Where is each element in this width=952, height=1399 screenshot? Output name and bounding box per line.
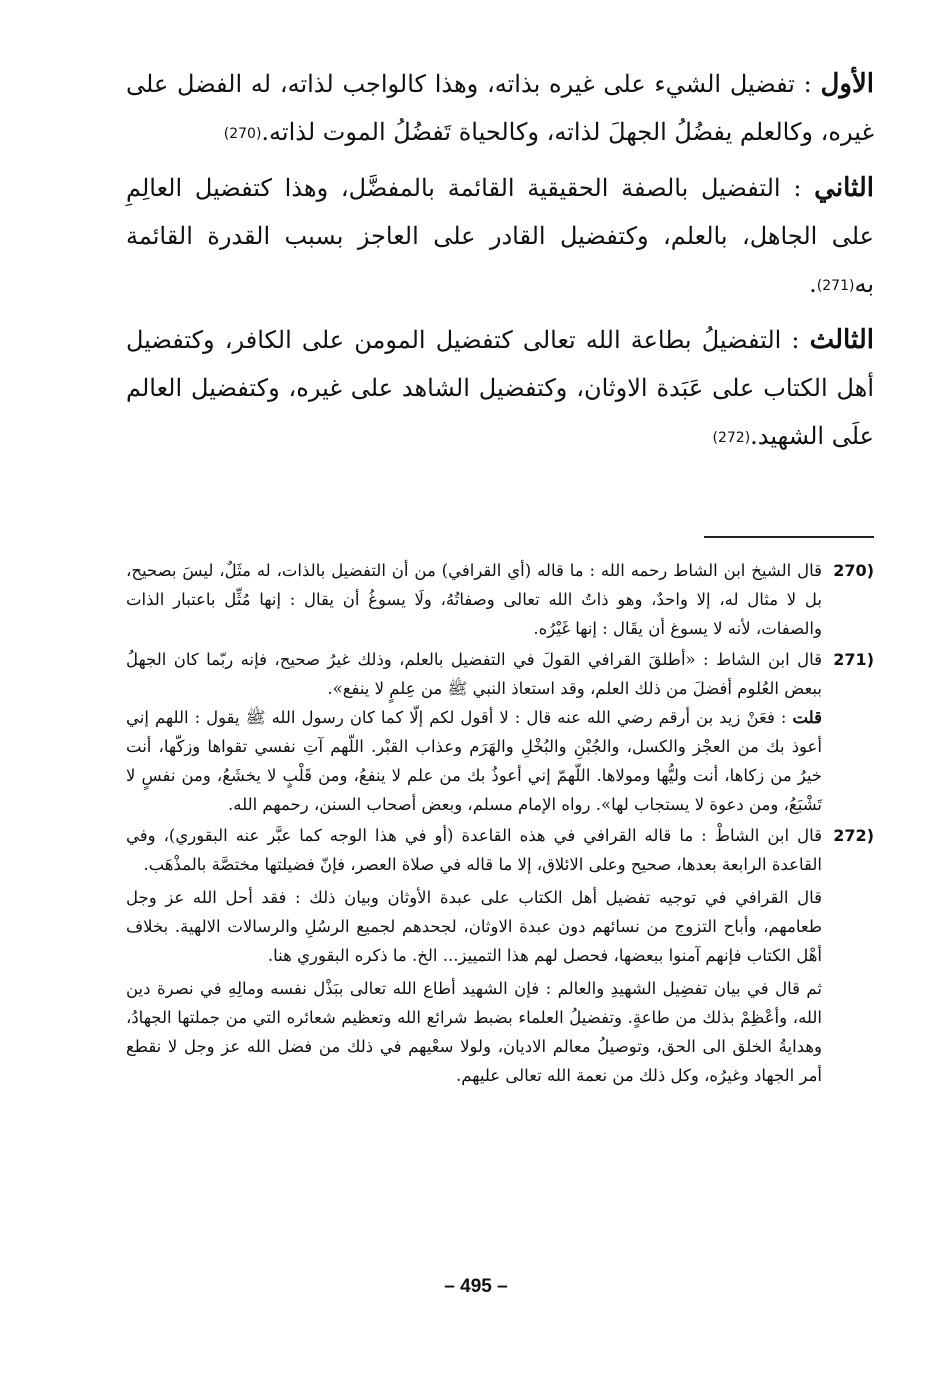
footnotes-section	[126, 556, 874, 1092]
footnote-commentary	[126, 703, 822, 819]
footnote-ref[interactable]: (271)	[816, 278, 855, 294]
main-text	[126, 60, 874, 468]
paragraph-body: : التفضيل بالصفة الحقيقية القائمة بالمفضَّل، وهذا كتفضيل العالِمِ على الجاهل، بالعلم، وكتفضيل القادر على العاجز بسبب القدرة القائمة به	[126, 174, 874, 298]
footnote-paragraph: قال القرافي في توجيه تفضيل أهل الكتاب على عبدة الأوثان وبيان ذلك : فقد أحل الله عز وجل طعامهم، وأباح التزوج من نسائهم دون عبدة الاوثان، لجحدهم لجميع الرسُلِ والرسالات الالهية. بخلاف أهْل الكتاب فإنهم آمنوا ببعضها، فحصل لهم هذا التمييز... الخ. ما ذكره البقوري هنا.	[126, 888, 822, 965]
page-number: – 495 –	[444, 1276, 508, 1297]
footnote-number: (270	[833, 561, 874, 580]
footnote-272	[126, 821, 874, 1090]
footnote-ref[interactable]: (270)	[223, 126, 262, 142]
paragraph-second	[126, 164, 874, 310]
paragraph-body: : التفضيلُ بطاعة الله تعالى كتفضيل المومن على الكافر، وكتفضيل أهل الكتاب على عَبَدة الاوثان، وكتفضيل الشاهد على غيره، وكتفضيل العالم علَى الشهيد.	[126, 326, 874, 450]
commentary-label: قلت	[792, 708, 822, 727]
paragraph-heading: الثاني	[814, 173, 874, 203]
footnote-270	[126, 556, 874, 643]
footnote-271	[126, 645, 874, 819]
footnote-separator	[704, 536, 874, 538]
footnote-text: قال الشيخ ابن الشاط رحمه الله : ما قاله (أي القرافي) من أن التفضيل بالذات، له مثَلٌ، ليسَ بصحيح، بل لا مثال له، إلا واحدٌ، وهو ذاتُ الله تعالى وصفاتُهُ، ولَا يسوغُ أن يقال : إنها مُثِّل باعتبار الذات والصفات، لأنه لا يسوغ أن يقَال : إنها غَيْرُه.	[126, 561, 822, 638]
footnote-paragraph: ثم قال في بيان تفضِيل الشهيدِ والعالم : فإن الشهيد أطاع الله تعالى ببَذْل نفسه ومالِهِ في نصرة دين الله، وأعْظِمْ بذلك من طاعةٍ. وتفضيلُ العلماء بضبط شرائع الله وتعظيم شعائره التي من جملتها الجهادُ، وهدايةُ الخلق الى الحق، وتوصيلُ معالم الاديان، ولولا سعْيهم في ذلك من فضل الله عز وجل لا نقطع أمر الجهاد وغيرُه، وكل ذلك من نعمة الله تعالى عليهم.	[126, 979, 822, 1085]
footnote-text: قال ابن الشاطْ : ما قاله القرافي في هذه القاعدة (أو في هذا الوجه كما عبَّر عنه البقوري)، وفي القاعدة الرابعة بعدها، صحيح وعلى الائلاق، إلا ما قاله في صلاة العصر، فإنّ فضيلتها مختصَّة بالمذْهَب.	[126, 826, 822, 874]
commentary-text: : فعَنْ زيد بن أرقم رضي الله عنه قال : لا أقول لكم إلّا كما كان رسول الله ﷺ يقول : اللهم إني أعوذ بك من العجْز والكسل، والجُبْنِ والبُخْلِ والهَرَم وعذاب القبْر. اللّهم آتِ نفسي تقواها وزكّها، أنت خيرُ من زكاها، أنت وليُّها ومولاها. اللّهمّ إني أعوذُ بك من علم لا ينفعُ، ومن قَلْبٍ لا يخشَعُ، ومن نفسٍ لا تَشْبَعُ، ومن دعوة لا يستجاب لها». رواه الإمام مسلم، وبعض أصحاب السنن، رحمهم الله.	[126, 708, 822, 814]
footnote-text: قال ابن الشاط : «أطلقَ القرافي القولَ في التفضيل بالعلم، وذلك غيرُ صحيح، فإنه ربّما كان الجهلُ ببعض العُلوم أفضلَ من ذلك العلم، وقد استعاذ النبي ﷺ من عِلمٍ لا ينفع».	[126, 650, 822, 698]
paragraph-third	[126, 316, 874, 462]
paragraph-heading: الثالث	[809, 325, 874, 355]
paragraph-heading: الأول	[820, 69, 874, 99]
footnote-number: (271	[833, 650, 874, 669]
paragraph-body: : تفضيل الشيء على غيره بذاته، وهذا كالواجب لذاته، له الفضل على غيره، وكالعلم يفضُلُ الجهلَ لذاته، وكالحياة تَفضُلُ الموت لذاته.	[126, 70, 874, 146]
paragraph-end: .	[809, 270, 817, 298]
footnote-ref[interactable]: (272)	[712, 430, 751, 446]
paragraph-first	[126, 60, 874, 158]
footnote-number: (272	[833, 826, 874, 845]
